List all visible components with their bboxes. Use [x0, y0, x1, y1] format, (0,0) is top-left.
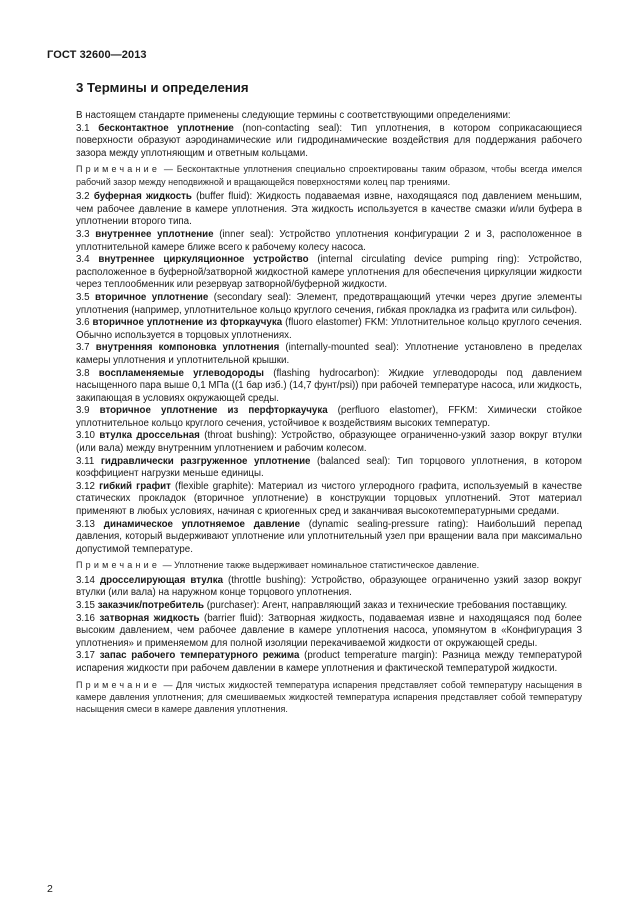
- term-definition: (throttle bushing): Устройство, образующее ограниченно узкий зазор вокруг втулки (или вала) на наружном конце торцового уплотнения.: [76, 574, 582, 599]
- definition-paragraph: [76, 430, 582, 455]
- page-number: 2: [47, 883, 53, 895]
- intro-paragraph: В настоящем стандарте применены следующие термины с соответствующими определениями:: [76, 110, 511, 121]
- definition-number: 3.7: [76, 342, 90, 354]
- definition-paragraph: [76, 650, 582, 675]
- definition-number: 3.11: [76, 455, 95, 467]
- term-name: дросселирующая втулка: [99, 574, 224, 586]
- term-definition: (purchaser): Агент, направляющий заказ и технические требования поставщику.: [204, 600, 568, 611]
- term-name: внутренняя компоновка уплотнения: [95, 342, 280, 354]
- term-name: вторичное уплотнение из перфторкаучука: [99, 405, 328, 417]
- term-definition: (internal circulating device pumping ring): Устройство, расположенное в буферной/затворной жидкостной камере уплотнения для обеспечения циркуляции жидкости через теплообменник или резервуар затворной/буферной жидкости.: [76, 254, 582, 291]
- note-text: — Для чистых жидкостей температура испарения представляет собой температуру насыщения в камере давления уплотнения; для смешиваемых жидкостей температура испарения представляет собой температуру насыщения смеси в камере давления уплотнения.: [76, 679, 582, 715]
- section-body: [76, 110, 582, 719]
- definition-number: 3.6: [76, 317, 90, 329]
- term-definition: (throat bushing): Устройство, образующее ограниченно-узкий зазор вокруг втулки (или вала) между внутренним уплотнением и рабочим колесом.: [76, 430, 582, 455]
- definition-number: 3.5: [76, 291, 90, 303]
- note-label: Примечание: [76, 164, 161, 175]
- term-name: внутреннее уплотнение: [95, 228, 214, 240]
- definition-number: 3.2: [76, 191, 90, 203]
- definition-paragraph: [76, 229, 582, 254]
- term-name: внутреннее циркуляционное устройство: [98, 254, 309, 266]
- definition-number: 3.9: [76, 405, 90, 417]
- definition-paragraph: [76, 191, 582, 229]
- definition-paragraph: [76, 292, 582, 317]
- term-definition: (secondary seal): Элемент, предотвращающий утечки через другие элементы уплотнения (например, уплотнительное кольцо круглого сечения, гибкая прокладка из графита или сильфон).: [76, 291, 582, 316]
- note-label: Примечание: [76, 560, 161, 571]
- term-name: заказчик/потребитель: [97, 600, 205, 611]
- definition-number: 3.3: [76, 228, 90, 240]
- term-definition: (fluoro elastomer) FKM: Уплотнительное кольцо круглого сечения. Обычно используется в торцовых уплотнениях.: [76, 317, 582, 341]
- term-name: затворная жидкость: [99, 612, 200, 624]
- document-id: ГОСТ 32600—2013: [47, 49, 147, 61]
- definition-number: 3.15: [76, 600, 95, 611]
- term-definition: (balanced seal): Тип торцового уплотнения, в котором коэффициент нагрузки меньше единицы.: [76, 455, 582, 480]
- term-definition: (internally-mounted seal): Уплотнение установлено в пределах камеры уплотнения и уплотнительной крышки.: [76, 342, 582, 366]
- term-definition: (non-contacting seal): Тип уплотнения, в котором соприкасающиеся поверхности образуют аэродинамические или гидродинамические воздействия для поддержания рабочего зазора между уплотняющим и ответным кольцами.: [76, 122, 582, 159]
- term-definition: (flashing hydrocarbon): Жидкие углеводороды под давлением насыщенного пара выше 0,1 МПа ((1 бар изб.) (14,7 фунт/psi)) при рабочей температуре насоса, или жидкость, закипающая в условиях окружающей среды.: [76, 367, 582, 404]
- term-name: запас рабочего температурного режима: [99, 650, 300, 662]
- note-text: — Уплотнение также выдерживает номинальное статистическое давление.: [160, 560, 480, 571]
- definition-paragraph: [76, 456, 582, 481]
- term-name: бесконтактное уплотнение: [98, 122, 234, 134]
- definition-number: 3.8: [76, 367, 90, 379]
- term-definition: (perfluoro elastomer), FFKM: Химически стойкое уплотнительное кольцо круглого сечения, устойчивое к воздействиям высоких температур.: [76, 405, 582, 429]
- definition-paragraph: [76, 575, 582, 600]
- term-definition: (product temperature margin): Разница между температурой испарения жидкости при рабочем давлении в камере уплотнения и фактической температурой жидкости.: [76, 650, 582, 674]
- definition-paragraph: [76, 481, 582, 519]
- section-title: 3 Термины и определения: [76, 80, 249, 95]
- term-name: буферная жидкость: [93, 191, 192, 203]
- definition-number: 3.16: [76, 612, 95, 624]
- note-label: Примечание: [76, 679, 161, 690]
- term-definition: (flexible graphite): Материал из чистого углеродного графита, используемый в качестве статических прокладок (вторичное уплотнение) в конструкции торцовых уплотнений. Этот материал применяют в любых условиях, начиная с криогенных сред и заканчивая высокотемпературными средами.: [76, 480, 582, 518]
- definition-paragraph: [76, 254, 582, 292]
- term-name: гибкий графит: [99, 480, 171, 492]
- term-name: вторичное уплотнение: [95, 291, 209, 303]
- note-paragraph: [76, 163, 582, 188]
- definition-number: 3.4: [76, 254, 90, 266]
- definition-paragraph: [76, 519, 582, 557]
- term-name: воспламеняемые углеводороды: [98, 367, 264, 379]
- term-name: динамическое уплотняемое давление: [103, 518, 300, 530]
- definition-paragraph: [76, 317, 582, 342]
- note-paragraph: [76, 559, 582, 571]
- definition-paragraph: [76, 368, 582, 406]
- term-definition: (buffer fluid): Жидкость подаваемая извне, находящаяся под давлением меньшим, чем рабочее давление в камере уплотнения. Эта жидкость используется в качестве смазки и/или буфера в уплотнении второго типа.: [76, 191, 582, 228]
- definition-number: 3.1: [76, 122, 90, 134]
- term-definition: (barrier fluid): Затворная жидкость, подаваемая извне и находящаяся под более высоким давлением, чем рабочее давление в камере уплотнения насоса, упомянутом в «Конфигурация 3 уплотнения» и применяемом для полной изоляции перекачиваемой жидкости от окружающей среды.: [76, 612, 582, 649]
- definition-number: 3.12: [76, 480, 95, 492]
- term-name: гидравлически разгруженное уплотнение: [100, 455, 311, 467]
- definition-paragraph: [76, 600, 582, 613]
- term-name: вторичное уплотнение из фторкаучука: [92, 317, 283, 329]
- definition-paragraph: [76, 613, 582, 651]
- term-definition: (dynamic sealing-pressure rating): Наибольший перепад давления, который выдерживают уплотнение или уплотнительный узел при вращении вала при максимально допустимой температуре.: [76, 518, 582, 555]
- definition-number: 3.17: [76, 650, 95, 662]
- term-definition: (inner seal): Устройство уплотнения конфигурации 2 и 3, расположенное в уплотнительной камере ближе всего к рабочему колесу насоса.: [76, 228, 582, 253]
- note-text: — Бесконтактные уплотнения специально спроектированы таким образом, чтобы всегда имелся рабочий зазор между неподвижной и вращающейся поверхностями колец пар трениями.: [76, 164, 582, 187]
- definition-paragraph: [76, 342, 582, 367]
- definition-paragraph: [76, 405, 582, 430]
- definition-paragraph: [76, 123, 582, 161]
- definition-number: 3.10: [76, 430, 95, 442]
- term-name: втулка дроссельная: [99, 430, 200, 442]
- note-paragraph: [76, 679, 582, 716]
- definition-number: 3.14: [76, 574, 95, 586]
- definition-number: 3.13: [76, 518, 95, 530]
